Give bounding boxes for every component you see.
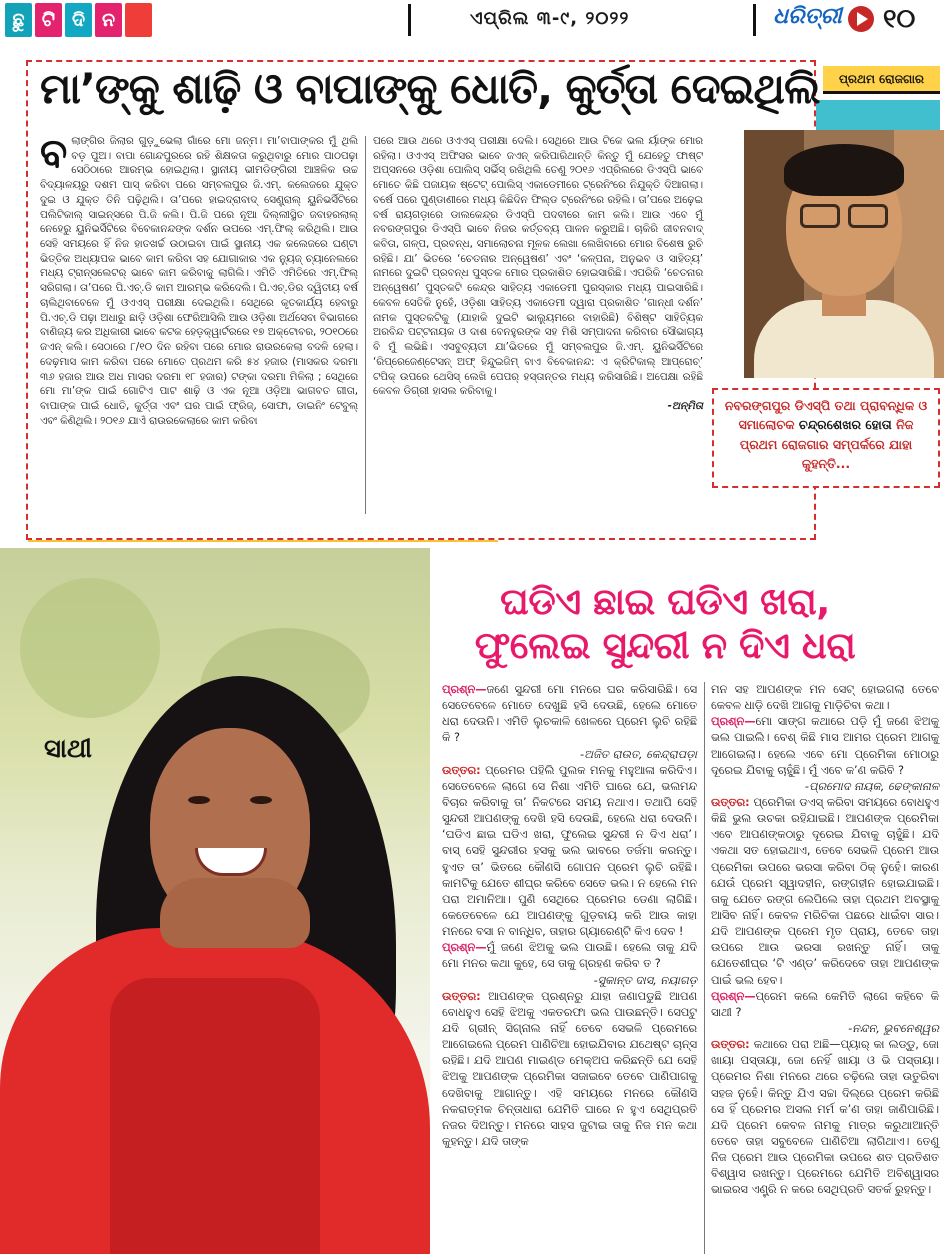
answer-label: ଉତ୍ତର: bbox=[442, 989, 481, 1003]
question-text: ଜଣେ ସୁନ୍ଦରୀ ମୋ ମନରେ ଘର କରିସାରିଛି। ସେ ସେତେବେଳେ ମୋତେ ଦେଖୁଛି ହସି ଦେଉଛି, ହେଲେ ମୋତେ ଧରା ଦେଉନି। ଏମିତି ଲୁଚକାଳି ଖେଳରେ ପ୍ରେମ ଲୁଚି ରହିଛି କି ? bbox=[442, 683, 697, 745]
qa-column-right bbox=[711, 682, 939, 1199]
headline-line: ଫୁଲେଇ ସୁନ୍ଦରୀ ନ ଦିଏ ଧରା bbox=[474, 623, 856, 667]
article-paragraph: ପରେ ଆଉ ଥରେ ଓଏଏସ୍ ପରୀକ୍ଷା ଦେଲି। ସେଥିରେ ଆଉ ଟିକେ ଭଲ ର୍ୟାଙ୍କ ମୋର ରହିଲା। ଓଏଏସ୍ ଅଫିସର ଭାବେ ଜଏନ୍ କରିପାରିଥାନ୍ତି କିନ୍ତୁ ମୁଁ ଯେହେତୁ ଫାଷ୍ଟ ଅପ୍ସନରେ ଓଡ଼ିଶା ପୋଲିସ୍ ସର୍ଭିସ୍ ରଖିଥିଲି ତେଣୁ ୨୦୧୬ ଏପ୍ରିଲରେ ଡିଏସ୍‌ପି ଭାବେ ମୋତେ କିଛି ପଜାୟକ ଷ୍ଟେଟ୍ ପୋଲିସ୍ ଏକାଡେମୀରେ ଟ୍ରେନିଂରେ ନିଯୁକ୍ତି ଦିଆଗଲା। ବର୍ଷେ ପରେ ପୁଣ୍ଡାଣୀରେ ମଧ୍ୟ କିଛିଦିନ ଫିଲ୍ଡ ଟ୍ରେନିଂରେ ରହିଲି। ତା’ପରେ ଅଢ଼େଇ ବର୍ଷ ରାୟଗଡ଼ାରେ ଡାଲକେନ୍ଦ୍ର ଡିଏସ୍‌ପି ପଦବୀରେ କାମ କଲି। ଆଉ ଏବେ ମୁଁ ନବରଙ୍ଗପୁର ଡିଏସ୍‌ପି ଭାବେ ନିଜର କର୍ତ୍ତବ୍ୟ ପାଳନ କରୁଅଛି। ଚାକିରି ଜୀବନବାଦ୍ କବିତା, ଗଳ୍ପ, ପ୍ରବନ୍ଧ, ସମାଲୋଚନା ମୂଳକ ଲେଖା ଲେଖିବାରେ ମୋର ବିଶେଷ ରୁଚି ରହିଛି। ଯା’ ଭିତରେ ‘ଚେତନାର ଅନ୍ୱେଷଣ’ ଏବଂ ‘କଳ୍ପନା, ଅନୁଭବ ଓ ସାହିତ୍ୟ’ ନାମରେ ଦୁଇଟି ପ୍ରବନ୍ଧ ପୁସ୍ତକ ମୋର ପ୍ରକାଶିତ ହୋଇସାରିଛି। ଏପରିକି ‘ଚେତନାର ଅନ୍ୱେଷଣ’ ପୁସ୍ତକଟି କେନ୍ଦ୍ର ସାହିତ୍ୟ ଏକାଡେମୀ ପୁରସ୍କାର ମଧ୍ୟ ପାଇସାରିଛି। କେବଳ ସେତିକି ନୁହେଁ, ଓଡ଼ିଶା ସାହିତ୍ୟ ଏକାଡେମୀ ଦ୍ୱାରା ପ୍ରକାଶିତ ‘ଗାନ୍ଧୀ ଦର୍ଶନ’ ନାମକ ପୁସ୍ତକଟିକୁ (ଯାହାକି ଦୁଇଟି ଭାଲ୍ୟୁମରେ ବାହାରିଛି) ବିଶିଷ୍ଟ ସାହିତ୍ୟିକ ଅରବିନ୍ଦ ପଟ୍ଟନାୟକ ଓ ଦାଶ ବେନହୁରଙ୍କ ସହ ମିଶି ସମ୍ପାଦନା କରିବାର ସୌଭାଗ୍ୟ ବି ମୁଁ ଲଭିଛି। ଏସବୁବ୍ୟତୀ ଯା’ଭିତରେ ମୁଁ ସମ୍ବଲପୁର ଜି.ଏମ୍. ୟୁନିଭର୍ସିଟିରେ ‘ରିପ୍ରେଜେଣ୍ଟେସନ୍ ଅଫ୍ ହିନ୍ଦୁଇଜିମ୍ ବାଏ ବିବେକାନନ୍ଦ: ଏ କ୍ରିଟିକାଲ୍ ଆପ୍ରୋଚ୍’ ଟପିକ୍ ଉପରେ ଥେସିସ୍ ଲେଖି ପେପର୍ ହସ୍ତାନ୍ତର ମଧ୍ୟ କରିସାରିଛି। ଅପେକ୍ଷା ରହିଛି କେବଳ ଡିଗ୍ରୀ ହାସଲ କରିବାକୁ। bbox=[373, 135, 703, 398]
reader-signature: -ନନ୍ଦନ, ଭୁବନେଶ୍ୱର bbox=[848, 1021, 939, 1035]
answer-continuation: ମନ ସହ ଆପଣଙ୍କ ମନ ସେଟ୍ ହୋଇଗଲା ତେବେ କେବଳ ଧାଡ଼ି ଦେଖି ଆଗକୁ ମାଡ଼ିଚିବା କଥା। bbox=[711, 683, 939, 713]
column-rule bbox=[365, 136, 366, 514]
feature-photo bbox=[0, 548, 430, 1254]
caption-name: ଚନ୍ଦ୍ରଶେଖର ହୋତା bbox=[798, 417, 892, 433]
answer-text: ପ୍ରେମିକା ଡଏସ୍ କରିବା ସମୟରେ ବୋଧହୁଏ କିଛି ଭୁଲ ଉଚକା ରହିଯାଇଛି। ଆପଣଙ୍କ ପ୍ରେମିକା ଏବେ ଆପଣଙ୍କଠାରୁ ଦୂରେଇ ଯିବାକୁ ଚାହୁଁଛି। ଯଦି ଏକଥା ସତ ହୋଇଥାଏ, ତେବେ ସେଭଳି ପ୍ରେମ ଆଉ ପ୍ରେମିକା ଉପରେ ଭରସା କରିବା ଠିକ୍ ନୁହେଁ। କାରଣ ଯେଉଁ ପ୍ରେମ ସ୍ୱାଦହୀନ, ରଙ୍ଗହୀନ ହୋଇଯାଇଛି। ତାକୁ ଯେତେ ରଙ୍ଗ ଲେପିଲେ ତାହା ପ୍ରଥମ ଅବସ୍ଥାକୁ ଆସିବ ନାହିଁ। କେବଳ ମରିଚିକା ପଛରେ ଧାଇଁବା ସାର। ଯଦି ଆପଣଙ୍କ ପ୍ରେମ ମୃତ ପ୍ରାୟ, ତେବେ ତାହା ଉପରେ ଆଉ ଭରସା ରଖନ୍ତୁ ନାହିଁ। ତାକୁ ଯେତେଶୀଘ୍ର ‘ଟି ଏଣ୍ଡ’ କରିଦେବେ ତାହା ଆପଣଙ୍କ ପାଇଁ ଭଲ ହେବ। bbox=[711, 795, 940, 987]
play-arrow-icon bbox=[848, 6, 874, 32]
section-logo bbox=[5, 3, 152, 37]
question-text: ପ୍ରେମ କଲେ କେମିତି ଲାଗେ କହିବେ କି ସାଥୀ ? bbox=[711, 989, 939, 1019]
answer-text: ପ୍ରେମର ପହିଲି ପୁଲକ ମନକୁ ମହୁଆଳା କରିଦିଏ। ସେତେବେଳେ ଲାଗେ ସେ ନିଶା ଏମିତି ଘାରେ ଯେ, ଭଲମନ୍ଦ ବିଚାର କରିବାକୁ ତା’ ନିକଟରେ ସମୟ ନଥାଏ। ତଥାପି ସେହି ସୁନ୍ଦରୀ ଆପଣଙ୍କୁ ଦେଖି ହସି ଦେଉଛି, ହେଲେ ଧରା ଦେଉନି। ‘ଘଡିଏ ଛାଇ ଘଡିଏ ଖରା, ଫୁଲେଇ ସୁନ୍ଦରୀ ନ ଦିଏ ଧରା’। ବାସ୍ ସେହି ସୁନ୍ଦରୀର ହସକୁ ଭଲ ଭାବରେ ତର୍ଜମା କରନ୍ତୁ। ହୁଏତ ତା’ ଭିତରେ କୌଣସି ଗୋପନ ପ୍ରେମ ଲୁଚି ରହିଛି। କାମଟିକୁ ଯେତେ ଶୀଘ୍ର କରିବେ ସେତେ ଭଲ। ନ ହେଲେ ମନ ପରା ଅମାନିଆ। ପୁଣି ସେଥିରେ ପ୍ରେମର ଡେଣା ଲାଗିଛି। କେତେବେଳେ ଯେ ଆପଣଙ୍କୁ ଗୁଡ଼ବାୟ କରି ଆଉ କାହା ମନରେ ବସା ନ ବାନ୍ଧିବ, ତାହାର ଗ୍ୟାରେଣ୍ଟି କିଏ ଦେବ ! bbox=[442, 763, 697, 939]
caption-role: ନବରଙ୍ଗପୁର ଡିଏସ୍‌ପି ତଥା ପ୍ରାବନ୍ଧିକ ଓ ସମାଲୋଚକ bbox=[724, 398, 928, 433]
page-number: ୧୦ bbox=[883, 4, 916, 34]
page-header bbox=[0, 0, 945, 40]
kicker-underline bbox=[823, 91, 940, 94]
newspaper-logo: ଧରିତ୍ରୀ bbox=[773, 4, 842, 29]
article-column-2 bbox=[373, 134, 703, 414]
headline-line: ଘଡିଏ ଛାଇ ଘଡିଏ ଖରା, bbox=[500, 580, 830, 623]
logo-tile bbox=[125, 3, 152, 37]
logo-tile: ଦି bbox=[65, 3, 92, 37]
question-text: ମୁଁ ଜଣେ ଝିଅକୁ ଭଲ ପାଉଛି। ହେଲେ ତାକୁ ଯଦି ମୋ ମନର କଥା କୁହେ, ସେ ତାକୁ ଗ୍ରହଣ କରିବ ତ ? bbox=[442, 941, 697, 971]
answer-label: ଉତ୍ତର: bbox=[442, 763, 481, 777]
header-divider bbox=[753, 4, 756, 36]
header-divider bbox=[408, 4, 411, 36]
photo-caption bbox=[712, 388, 940, 488]
article-headline: ମା’ଙ୍କୁ ଶାଢ଼ି ଓ ବାପାଙ୍କୁ ଧୋତି, କୁର୍ତ୍ତା ଦେଇଥିଲି bbox=[40, 64, 820, 113]
article-column-1 bbox=[40, 131, 358, 428]
question-label: ପ୍ରଶ୍ନ— bbox=[711, 989, 756, 1003]
logo-tile: ନ bbox=[95, 3, 122, 37]
question-label: ପ୍ରଶ୍ନ— bbox=[442, 683, 487, 696]
question-text: ମୋ ସାଙ୍ଗ କଥାରେ ପଡ଼ି ମୁଁ ଜଣେ ଝିଅକୁ ଭଲ ପାଇଲି। ବେଶ୍ କିଛି ମାସ ଆମର ପ୍ରେମ ଆଗକୁ ଆଗେଇଲା। ହେଲେ ଏବେ ମୋ ପ୍ରେମିକା ମୋଠାରୁ ଦୂରେଇ ଯିବାକୁ ଚାହୁଁଛି। ମୁଁ ଏବେ କ’ଣ କରିବି ? bbox=[711, 715, 939, 777]
qa-column-left bbox=[442, 682, 697, 1150]
reader-signature: -ପ୍ରମୋଦ ନାୟକ, ଢେଙ୍କାନାଳ bbox=[804, 779, 939, 793]
answer-text: ଆପଣଙ୍କ ପ୍ରଶ୍ନରୁ ଯାହା ଜଣାପଡୁଛି ଆପଣ ବୋଧହୁଏ ସେହି ଝିଅକୁ ଏକତରଫା ଭଲ ପାଉଛନ୍ତି। ସେପଟୁ ଯଦି ଗ୍ରୀନ୍ ସିଗ୍ନାଲ ନାହିଁ ତେବେ ସେଭଳି ପ୍ରେମରେ ଆଗେଇଲେ ପ୍ରେମ ପାଣିଚିଆ ହୋଇଯିବାର ଯଥେଷ୍ଟ ଚାନ୍ସ ରହିଛି। ଯଦି ଆପଣ ମାଇଣ୍ଡ ମେକ୍‌ଅପ କରିଛନ୍ତି ଯେ ସେହି ଝିଅକୁ ଆପଣଙ୍କ ପ୍ରେମିକା ସଜାଇବେ ତେବେ ପାଣିପାଗକୁ ଦେଖିବାକୁ ଆଗାନ୍ତୁ। ଏହି ସମୟରେ ମନରେ କୌଣସି ନକରାତ୍ମକ ଚିନ୍ତାଧାରା ଯେମିତି ଘାରେ ନ ହୁଏ ସେଥିପ୍ରତି ନଜର ଦିଅନ୍ତୁ। ମନରେ ସାହସ ଜୁଟାଇ ତାକୁ ନିଜ ମନ କଥା କୁହନ୍ତୁ। ଯଦି ତାଙ୍କ bbox=[442, 989, 697, 1148]
feature-headline bbox=[425, 580, 905, 667]
answer-label: ଉତ୍ତର: bbox=[711, 795, 750, 809]
section-kicker: ପ୍ରଥମ ରୋଜଗାର bbox=[823, 66, 940, 92]
author-photo bbox=[744, 130, 944, 378]
question-label: ପ୍ରଶ୍ନ— bbox=[711, 715, 756, 729]
answer-text: କଥାରେ ପରା ଅଛି—ପ୍ୟାର୍ କା ଲଡ୍ଡୁ, ଜୋ ଖାୟା ପସ୍ତାୟା, ଜୋ ନେହିଁ ଖାୟା ଓ ଭି ପସ୍ତାୟା। ପ୍ରେମର ନିଶା ମନରେ ଥରେ ଚଢ଼ିଲେ ତାହା ଉତୁରିବା ସହଜ ନୁହେଁ। କିନ୍ତୁ ଯିଏ ସଚ୍ଚା ଦିଲ୍‌ରେ ପ୍ରେମ କରିଛି ସେ ହିଁ ପ୍ରେମର ଅସଲ ମର୍ମ କ’ଣ ତାହା ଜାଣିପାରିଛି। ଯଦି ପ୍ରେମ କେବଳ ନାମକୁ ମାତ୍ର କରୁଥାଆନ୍ତି ତେବେ ତାହା ସବୁବେଳେ ପାଣିଚିଆ ଲାଗିଥାଏ। ତେଣୁ ନିଜ ପ୍ରେମ ଆଉ ପ୍ରେମିକା ଉପରେ ଶତ ପ୍ରତିଶତ ବିଶ୍ୱାସ ରଖନ୍ତୁ। ପ୍ରେମରେ ଯେମିତି ଅବିଶ୍ୱାସର ଭାଇରସ ଏଣ୍ଟ୍ରି ନ କରେ ସେଥିପ୍ରତି ସତର୍କ ରୁହନ୍ତୁ। bbox=[711, 1038, 939, 1197]
answer-label: ଉତ୍ତର: bbox=[711, 1038, 750, 1052]
article-paragraph: ଲାଙ୍ଗିର ଜିଲାର ଗୁଡ଼ୁଭେଲା ଗାଁରେ ମୋ ଜନ୍ମ। ମା’ବାପାଙ୍କର ମୁଁ ଥିଲି ବଡ଼ ପୁଅ। ବାପା ଗୋନ୍ଦପୁରରେ ରହି ଶିକ୍ଷକତା କରୁଥିବାରୁ ମୋର ପାଠପଢ଼ା ସେଠିଠାରେ ଆରମ୍ଭ ହୋଇଥିଲା। ସ୍ଥାନୀୟ ଭୀମଡିଙ୍ଗିରୀ ଆଞ୍ଚଳିକ ଉଚ୍ଚ ବିଦ୍ୟାଳୟରୁ ଦଶମ ପାସ୍ କରିବା ପରେ ସମ୍ବଲପୁର ଜି.ଏମ୍. କଲେଜରେ ଯୁକ୍ତ ଦୁଇ ଓ ଯୁକ୍ତ ତିନି ପଢ଼ିଥିଲି। ତା’ପରେ ହାଇଦ୍ରାବାଦ୍ ସେଣ୍ଟ୍ରାଲ୍ ୟୁନିଭର୍ସିଟିରେ ପଲିଟିକାଲ୍ ସାଇନ୍ସରେ ପି.ଜି କଲି। ପି.ଜି ପରେ ନୂଆ ଦିଲ୍ଲୀସ୍ଥିତ ଜବାହରଲାଲ୍ ନେହେରୁ ୟୁନିଭର୍ସିଟିରେ ବିବେକାନନ୍ଦଙ୍କ ଦର୍ଶନ ଉପରେ ଏମ୍.ଫିଲ୍ କରିଥିଲି। ଆଉ ସେହି ସମୟରେ ହିଁ ନିଜ ହାତଖର୍ଚ୍ଚ ଉଠାଇବା ପାଇଁ ସ୍ଥାନୀୟ ଏକ କଲେଜରେ ଘଣ୍ଟା ଭିତ୍ତିକ ଅଧ୍ୟାପକ ଭାବେ କାମ କରିବା ସହ ଯୋଗାକାର ଏକ ନ୍ୟୁଜ୍ ଚ୍ୟାନେଲରେ ମଧ୍ୟ ଟ୍ରାନ୍ସଲେଟର୍ ଭାବେ କାମ କରିବାକୁ ଲାଗିଲି। ଏମିତି ଏମିତିରେ ଏମ୍.ଫିଲ୍ ସରିଗଲା। ତା’ପରେ ପି.ଏଚ୍.ଡି କାମ ଆରମ୍ଭ କରିଦେଲି। ପି.ଏଚ୍.ଡିର ଦ୍ୱିତୀୟ ବର୍ଷ ଚାଲିଥିବାବେଳେ ମୁଁ ଓଏଏସ୍ ପରୀକ୍ଷା ଦେଇଥିଲି। ସେଥିରେ କୃତକାର୍ଯ୍ୟ ହେବାରୁ ପି.ଏଚ୍.ଡି ପଢ଼ା ଅଧାରୁ ଛାଡ଼ି ଓଡ଼ିଶା ଫେରିଆସିଲି ଆଉ ଓଡ଼ିଶା ଅର୍ଥସେବା ବିଭାଗରେ ବାଣିଜ୍ୟ କର ଅଧିକାରୀ ଭାବେ କଟକ ହେଡ଼କ୍ୱାର୍ଟରରେ ୧୭ ଅକ୍ଟୋବର, ୨୦୧୦ରେ ଜଏନ୍ କଲି। ସେଠାରେ ୮/୧୦ ଦିନ ରହିବା ପରେ ମୋର ରାଉରକେଲା ବଦଳି ହେଲା। ଦେଢ଼ମାସ କାମ କରିବା ପରେ ମୋତେ ପ୍ରଥମ କରି ୫୪ ହଜାର (ମାସକର ଦରମା ୩୬ ହଜାର ଆଉ ଅଧ ମାସର ଦରମା ୧୮ ହଜାର) ଟଙ୍କା ଦରମା ମିଳିଲା ; ସେଥିରେ ମୋ ମା’ଙ୍କ ପାଇଁ ଗୋଟିଏ ପାଟ ଶାଢ଼ି ଓ ଏକ ନୂଆ ଓଡ଼ିଆ ଭାଗବତ ଗୀତା, ବାପାଙ୍କ ପାଇଁ ଧୋତି, କୁର୍ତ୍ତା ଏବଂ ଘର ପାଇଁ ଫ୍ରିଜ୍, ସୋଫା, ଡାଇନିଂ ଟେବୁଲ୍ ଏବଂ କିଣିଥିଲି। ୨୦୧୬ ଯାଏଁ ରାଉରକେଲାରେ କାମ କରିବା bbox=[40, 135, 358, 427]
reader-signature: -ଅଜିତ ରାଉତ, କେନ୍ଦ୍ରାପଡ଼ା bbox=[580, 747, 697, 761]
reader-signature: -ସୁକାନ୍ତ ଦାସ, ନୟାଗଡ଼ bbox=[593, 973, 697, 987]
question-label: ପ୍ରଶ୍ନ— bbox=[442, 941, 487, 955]
issue-date: ଏପ୍ରିଲ ୩-୯, ୨୦୨୨ bbox=[470, 8, 630, 29]
section-label: ସାଥୀ bbox=[44, 734, 92, 764]
drop-cap: ବ bbox=[40, 131, 68, 177]
byline: -ଅନ୍ମିତା bbox=[667, 399, 703, 412]
logo-tile: ଛୁ bbox=[5, 3, 32, 37]
caption-tagline: ନିଜ ପ୍ରଥମ ରୋଜଗାର ସମ୍ପର୍କରେ ଯାହା କୁହନ୍ତି... bbox=[739, 417, 914, 472]
column-rule bbox=[704, 682, 705, 1254]
logo-tile: ଟି bbox=[35, 3, 62, 37]
